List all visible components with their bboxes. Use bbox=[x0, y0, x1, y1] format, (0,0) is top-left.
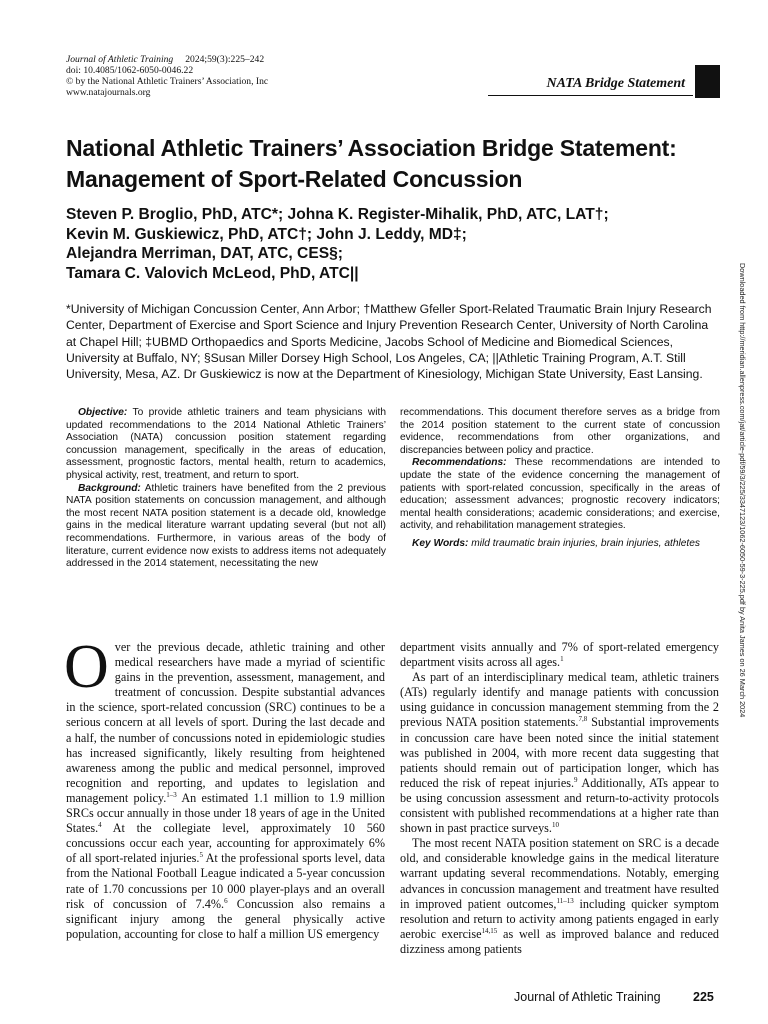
citation-ref[interactable]: 4 bbox=[98, 821, 102, 830]
author-list bbox=[66, 205, 726, 283]
citation: 2024;59(3):225–242 bbox=[185, 54, 265, 65]
doi[interactable]: doi: 10.4085/1062-6050-0046.22 bbox=[66, 65, 194, 76]
section-tab-marker bbox=[695, 65, 720, 98]
drop-cap: O bbox=[64, 633, 109, 701]
abstract-column-right bbox=[400, 407, 720, 551]
author-line: Steven P. Broglio, PhD, ATC*; Johna K. Register-Mihalik, PhD, ATC, LAT†; bbox=[66, 206, 609, 223]
copyright: © by the National Athletic Trainers’ Association, Inc bbox=[66, 76, 269, 87]
body-paragraph: department visits annually and 7% of sport-related emergency department visits across all ages.$^1$ bbox=[400, 640, 719, 670]
affiliations: *University of Michigan Concussion Center, Ann Arbor; †Matthew Gfeller Sport-Related Traumatic Brain Injury Research Center, Department of Exercise and Sport Science and Injury Prevention Research Center, University of North Carolina at Chapel Hill; ‡UBMD Orthopaedics and Sports Medicine, Jacobs School of Medicine and Biomedical Sciences, University at Buffalo, NY; §Susan Miller Dorsey High School, Los Angeles, CA; ||Athletic Training Program, A.T. Still University, Mesa, AZ. Dr Guskiewicz is now at the Department of Kinesiology, Michigan State University, East Lansing. bbox=[66, 302, 712, 382]
body-column-right bbox=[400, 640, 719, 957]
website-link[interactable]: www.natajournals.org bbox=[66, 87, 151, 98]
citation-ref[interactable]: 5 bbox=[199, 851, 203, 860]
citation-ref[interactable]: 1–3 bbox=[166, 790, 177, 799]
body-column-left bbox=[64, 633, 386, 942]
author-line: Alejandra Merriman, DAT, ATC, CES§; bbox=[66, 245, 343, 262]
section-label: NATA Bridge Statement bbox=[488, 76, 693, 96]
citation-ref[interactable]: 11–13 bbox=[556, 896, 574, 905]
footer-journal: Journal of Athletic Training bbox=[514, 990, 661, 1004]
citation-ref[interactable]: 1 bbox=[560, 655, 564, 664]
download-notice[interactable]: Downloaded from http://meridian.allenpress.com/jat/article-pdf/59/3/225/3347123/1062-6050-59-3-225.pdf by Anita James on 26 March 2024 bbox=[738, 263, 747, 718]
body-paragraph: As part of an interdisciplinary medical team, athletic trainers (ATs) regularly identify and manage patients with concussion using guidance in concussion management stemming from the 2 previous NATA position statements.$^{7,8}$ Substantial improvements in concussion care have been noted since the initial statement was published in 2004, with more recent data suggesting that patients should remain out of participation longer, which has reduced the risk of repeat injuries.$^9$ Additionally, ATs appear to be using concussion assessment and return-to-activity protocols consistent with published recommendations at a higher rate than shown in past practice surveys.$^{10}$ bbox=[400, 670, 719, 836]
download-sidebar bbox=[737, 263, 749, 718]
abstract-objective: Objective: To provide athletic trainers and team physicians with updated recommendations to the 2014 National Athletic Trainers’ Association (NATA) concussion position statement regarding concussion management, specifically in the areas of education, assessment, prognostic factors, mental health, return to academics, physical activity, rest, treatment, and return to sport. bbox=[66, 407, 386, 481]
abstract-background-continued: recommendations. This document therefore serves as a bridge from the 2014 position statement to the current state of concussion evidence, recommendations from other organizations, and discrepancies between policy and practice. bbox=[400, 407, 720, 456]
author-line: Kevin M. Guskiewicz, PhD, ATC†; John J. Leddy, MD‡; bbox=[66, 225, 467, 243]
abstract-recommendations: Recommendations: These recommendations are intended to update the state of the evidence concerning the management of patients with sport-related concussion, specifically in the areas of education; assessment advances; prognostic recovery indicators; mental health considerations; academic considerations; and exercise, activity, and rehabilitation management strategies. bbox=[400, 457, 720, 532]
intro-paragraph: Over the previous decade, athletic training and other medical researchers have made a myriad of scientific gains in the prevention, assessment, management, and treatment of concussion. Despite substantial advances in the science, sport-related concussion (SRC) continues to be a serious concern at all levels of sport. During the last decade and a half, the number of concussions noted in epidemiologic studies has increased significantly, likely resulting from heightened awareness among the public and medical personnel, improved recognition and reporting, and updates to legislation and management policy.$^{1-3}$ An estimated 1.1 million to 1.9 million SRCs occur annually in those under 18 years of age in the United States.$^4$ At the collegiate level, approximately 10 560 concussions occur each year, accounting for approximately 6% of all sport-related injuries.$^5$ At the professional sports level, data from the National Football League indicated a 5-year concussion rate of 1.70 concussions per 10 000 player-plays and an overall risk of concussion of 7.4%.$^6$ Concussion also remains a significant injury among the general physically active population, accounting for close to half a million US emergency bbox=[64, 633, 386, 941]
citation-ref[interactable]: 7,8 bbox=[578, 715, 588, 724]
article-title: National Athletic Trainers’ Association Bridge Statement: Management of Sport-Related Concussion bbox=[66, 135, 677, 192]
citation-ref[interactable]: 14,15 bbox=[481, 926, 498, 935]
journal-meta bbox=[66, 54, 268, 98]
abstract-background: Background: Athletic trainers have benefited from the 2 previous NATA position statements on concussion management, and although the most recent NATA position statement is a decade old, knowledge gains in the medical literature warrant updating several (but not all) recommendations. Furthermore, in various areas of the body of literature, current evidence now exists to address items not adequately addressed in the 2014 statement, necessitating the new bbox=[66, 482, 386, 570]
author-line: Tamara C. Valovich McLeod, PhD, ATC|| bbox=[66, 264, 359, 282]
citation-ref[interactable]: 6 bbox=[224, 896, 228, 905]
citation-ref[interactable]: 9 bbox=[574, 775, 578, 784]
body-paragraph: The most recent NATA position statement on SRC is a decade old, and considerable knowledge gains in the medical literature warrant updating several recommendations. Notably, emerging advances in concussion management and treatment have resulted in improved patient outcomes,$^{11-13}$ including quicker symptom resolution and return to activity among patients engaged in early aerobic exercise$^{14,15}$ as well as improved balance and reduced dizziness among patients bbox=[400, 836, 720, 956]
abstract-column-left bbox=[66, 407, 386, 571]
citation-ref[interactable]: 10 bbox=[551, 821, 559, 830]
key-words: Key Words: mild traumatic brain injuries, brain injuries, athletes bbox=[412, 537, 701, 549]
journal-name: Journal of Athletic Training bbox=[66, 54, 174, 65]
page-number: 225 bbox=[693, 990, 714, 1004]
